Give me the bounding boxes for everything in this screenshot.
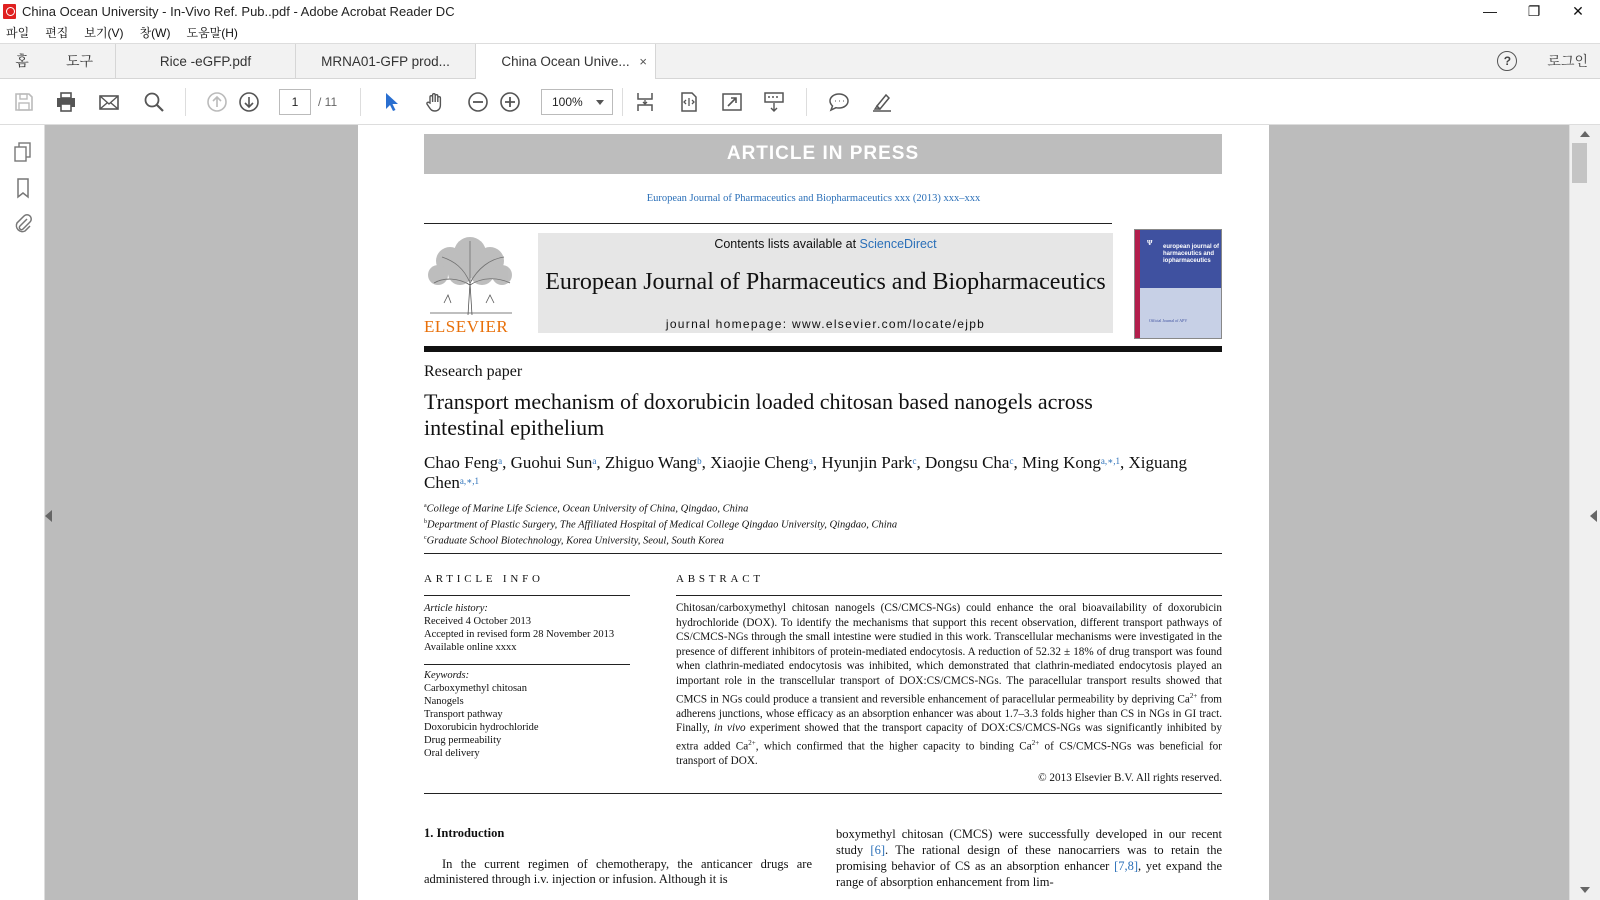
affiliation-list <box>424 500 1222 548</box>
close-tab-icon[interactable]: × <box>639 54 647 69</box>
select-arrow-icon[interactable] <box>380 90 404 114</box>
introduction-right-column <box>836 826 1222 890</box>
affiliation-mark: a <box>424 503 427 509</box>
author-separator: , <box>812 453 822 472</box>
menu-edit[interactable]: 편집 <box>45 25 69 40</box>
intro-text: . The rational design of these nanocarriers was to retain the promising behavior of CS as an absorption enhancer <box>836 843 1222 873</box>
elsevier-wordmark: ELSEVIER <box>424 317 509 336</box>
author-name: Xiaojie Cheng <box>710 453 809 472</box>
author-name: Guohui Sun <box>510 453 593 472</box>
page-total: / 11 <box>318 95 338 109</box>
author-affiliation-mark[interactable]: c <box>912 456 917 466</box>
tab-label: China Ocean Unive... <box>501 54 630 69</box>
journal-citation-link[interactable]: European Journal of Pharmaceutics and Biopharmaceutics xxx (2013) xxx–xxx <box>646 193 981 204</box>
zoom-value: 100% <box>552 95 583 109</box>
affiliation-mark: c <box>424 535 427 541</box>
abstract-part: , which confirmed that the higher capacity to binding Ca <box>755 740 1032 753</box>
article-history <box>424 602 634 654</box>
superscript: 2+ <box>1031 739 1040 748</box>
intro-text: , yet expand the range of absorption enhancement from lim- <box>836 859 1223 889</box>
abstract-heading: ABSTRACT <box>676 573 764 585</box>
author-affiliation-mark[interactable]: a,∗,1 <box>1100 456 1120 466</box>
superscript: 2+ <box>748 739 756 748</box>
keyword: Transport pathway <box>424 709 503 720</box>
fullscreen-icon[interactable] <box>720 90 744 114</box>
save-icon[interactable] <box>12 90 36 114</box>
introduction-left-column: In the current regimen of chemotherapy, the anticancer drugs are administered through i.v. injection or infusion. Although it is <box>424 857 812 886</box>
divider <box>424 595 630 596</box>
author-affiliation-mark[interactable]: a <box>808 456 813 466</box>
email-icon[interactable] <box>97 90 121 114</box>
login-button[interactable]: 로그인 <box>1547 53 1588 69</box>
zoom-select[interactable] <box>541 89 613 115</box>
attachments-icon[interactable] <box>12 213 34 235</box>
history-line: Received 4 October 2013 <box>424 616 532 627</box>
page-thumbnails-icon[interactable] <box>12 141 34 163</box>
history-line: Accepted in revised form 28 November 2013 <box>424 629 615 640</box>
fit-page-icon[interactable] <box>677 90 701 114</box>
zoom-out-icon[interactable] <box>466 90 490 114</box>
scroll-up-icon[interactable] <box>1580 131 1590 137</box>
abstract-italic: in vivo <box>714 722 746 735</box>
author-separator: , <box>596 453 605 472</box>
acrobat-app-icon <box>3 4 16 19</box>
abstract-text <box>676 601 1222 769</box>
author-separator: , <box>916 453 925 472</box>
scrollbar-thumb[interactable] <box>1572 143 1587 183</box>
author-name: Xiguang Chen <box>424 453 1188 492</box>
abstract-part: experiment showed that the transport capacity of DOX:CS/CMCS-NGs was significantly inhibited by extra added Ca <box>676 722 1222 753</box>
zoom-in-icon[interactable] <box>498 90 522 114</box>
minimize-button[interactable]: — <box>1483 3 1497 19</box>
toolbar-separator <box>360 88 361 116</box>
restore-button[interactable]: ❐ <box>1527 2 1541 19</box>
author-affiliation-mark[interactable]: c <box>1009 456 1014 466</box>
menu-window[interactable]: 창(W) <box>139 25 171 40</box>
contents-prefix: Contents lists available at <box>714 237 860 251</box>
tab-label: MRNA01-GFP prod... <box>321 53 450 69</box>
tab-bar <box>0 43 1600 79</box>
journal-cover-image <box>1134 229 1222 339</box>
abstract-part: Chitosan/carboxymethyl chitosan nanogels (CS/CMCS-NGs) could enhance the oral bioavailability of doxorubicin hydrochloride (DOX). To identify the mechanisms that support this recent observation, different transport pathways of CS/CMCS-NGs through the small intestine were studied in this work. Transcellular mechanisms were investigated in the presence of different inhibitors of protein-mediated endocytosis. A reduction of 52.32 ± 18% of drug transport was found when clathrin-mediated endocytosis was inhibited, which demonstrated that clathrin-mediated endocytosis played an important role in the transcellular transport of DOX:CS/CMCS-NGs. The paracellular transport results showed that CMCS in NGs could produce a transient and reversible enhancement of paracellular permeability by depriving Ca <box>676 602 1222 706</box>
author-list <box>424 453 1222 493</box>
author-name: Dongsu Cha <box>924 453 1010 472</box>
keyword: Nanogels <box>424 696 464 707</box>
contents-line <box>538 237 1113 251</box>
tab-tools[interactable]: 도구 <box>44 44 116 78</box>
keyword: Oral delivery <box>424 748 480 759</box>
tab-document-mrna[interactable] <box>296 44 476 78</box>
article-title: Transport mechanism of doxorubicin loaded chitosan based nanogels across intestinal epithelium <box>424 389 1093 440</box>
tab-label: Rice -eGFP.pdf <box>159 53 252 69</box>
read-mode-icon[interactable] <box>762 90 786 114</box>
hand-icon[interactable] <box>423 90 447 114</box>
menu-view[interactable]: 보기(V) <box>84 25 124 40</box>
toolbar-separator <box>806 88 807 116</box>
affiliation-text: Department of Plastic Surgery, The Affiliated Hospital of Medical College Qingdao University, Qingdao, China <box>427 519 898 531</box>
author-affiliation-mark[interactable]: a <box>592 456 597 466</box>
affiliation-text: College of Marine Life Science, Ocean University of China, Qingdao, China <box>426 503 749 515</box>
expand-right-pane-icon[interactable] <box>1590 510 1597 522</box>
affiliation <box>424 500 1222 516</box>
keyword: Doxorubicin hydrochloride <box>424 722 539 733</box>
affiliation-text: Graduate School Biotechnology, Korea University, Seoul, South Korea <box>426 535 724 547</box>
window-controls <box>1468 0 1600 22</box>
page-down-icon[interactable] <box>237 90 261 114</box>
chevron-down-icon <box>596 100 604 105</box>
tab-bar-right <box>1497 44 1600 78</box>
divider-thick <box>424 346 1222 352</box>
divider <box>424 223 1112 224</box>
cover-mark: Ψ <box>1147 239 1153 247</box>
keywords-label: Keywords: <box>424 670 470 681</box>
author-affiliation-mark[interactable]: a,∗,1 <box>459 476 480 486</box>
keywords-list <box>424 669 634 760</box>
left-navigation-pane <box>0 125 45 900</box>
abstract-part: of CS/CMCS-NGs was beneficial for transport of DOX. <box>676 740 1222 768</box>
author-name: Zhiguo Wang <box>604 453 698 472</box>
author-separator: , <box>502 453 511 472</box>
intro-text: boxymethyl chitosan (CMCS) were successfully developed in our recent study <box>836 827 1222 857</box>
menu-bar <box>0 22 1600 42</box>
author-affiliation-mark[interactable]: a <box>498 456 503 466</box>
section-label: Research paper <box>424 363 523 380</box>
journal-header-box <box>538 233 1113 333</box>
abstract-part: from adherens junctions, whose efficacy as an absorption enhancer was about 1.7–3.3 folds higher than CS in NGs in GI tract. Finally, <box>676 693 1222 735</box>
keyword: Drug permeability <box>424 735 502 746</box>
author-name: Chao Feng <box>424 453 499 472</box>
title-bar <box>0 0 1600 22</box>
toolbar-separator <box>622 88 623 116</box>
reference-link[interactable]: [6] <box>870 843 885 857</box>
help-icon[interactable]: ? <box>1497 51 1517 71</box>
highlight-icon[interactable] <box>870 90 894 114</box>
cover-red-stripe <box>1135 230 1140 338</box>
copyright-notice: © 2013 Elsevier B.V. All rights reserved. <box>1038 772 1222 784</box>
history-label: Article history: <box>424 603 488 614</box>
comment-icon[interactable] <box>827 90 851 114</box>
divider <box>424 793 1222 794</box>
author-separator: , <box>701 453 711 472</box>
journal-homepage[interactable]: journal homepage: www.elsevier.com/locate/ejpb <box>665 317 986 331</box>
divider <box>424 664 630 665</box>
page-number-input[interactable]: 1 <box>279 89 311 115</box>
reference-link[interactable]: [7,8] <box>1114 859 1139 873</box>
author-separator: , <box>1119 453 1129 472</box>
toolbar <box>0 79 1600 125</box>
scroll-mode-icon[interactable] <box>633 90 657 114</box>
print-icon[interactable] <box>54 90 78 114</box>
menu-help[interactable]: 도움말(H) <box>186 25 238 40</box>
keyword: Carboxymethyl chitosan <box>424 683 527 694</box>
author-name: Hyunjin Park <box>821 453 913 472</box>
search-icon[interactable] <box>142 90 166 114</box>
elsevier-logo <box>424 233 518 335</box>
article-info-heading: ARTICLE INFO <box>424 573 544 585</box>
bookmarks-icon[interactable] <box>12 177 34 199</box>
toolbar-separator <box>185 88 186 116</box>
affiliation <box>424 532 1222 548</box>
superscript: 2+ <box>1189 691 1198 700</box>
page-up-icon[interactable] <box>205 90 229 114</box>
close-window-button[interactable]: ✕ <box>1572 2 1584 19</box>
scroll-down-icon[interactable] <box>1580 887 1590 893</box>
cover-title: european journal of harmaceutics and iopharmaceutics <box>1163 244 1220 264</box>
journal-title: European Journal of Pharmaceutics and Biopharmaceutics <box>545 269 1106 295</box>
divider <box>676 595 1222 596</box>
article-in-press-banner: ARTICLE IN PRESS <box>424 134 1222 174</box>
history-line: Available online xxxx <box>424 642 517 653</box>
tab-document-china-ocean[interactable] <box>476 44 656 80</box>
author-affiliation-mark[interactable]: b <box>697 456 702 466</box>
sciencedirect-link[interactable]: ScienceDirect <box>859 237 937 251</box>
divider <box>424 553 1222 554</box>
tab-document-rice[interactable] <box>116 44 296 78</box>
author-name: Ming Kong <box>1021 453 1101 472</box>
cover-footer: Official Journal of APV <box>1149 318 1188 323</box>
menu-file[interactable]: 파일 <box>6 25 30 40</box>
affiliation-mark: b <box>424 519 427 525</box>
pdf-page <box>358 125 1269 900</box>
introduction-heading: 1. Introduction <box>424 826 505 840</box>
affiliation <box>424 516 1222 532</box>
collapse-left-pane-icon[interactable] <box>45 510 52 522</box>
author-separator: , <box>1013 453 1022 472</box>
elsevier-tree-icon <box>424 233 518 317</box>
window-title: China Ocean University - In-Vivo Ref. Pub..pdf - Adobe Acrobat Reader DC <box>22 3 455 19</box>
tab-home[interactable]: 홈 <box>15 53 29 69</box>
